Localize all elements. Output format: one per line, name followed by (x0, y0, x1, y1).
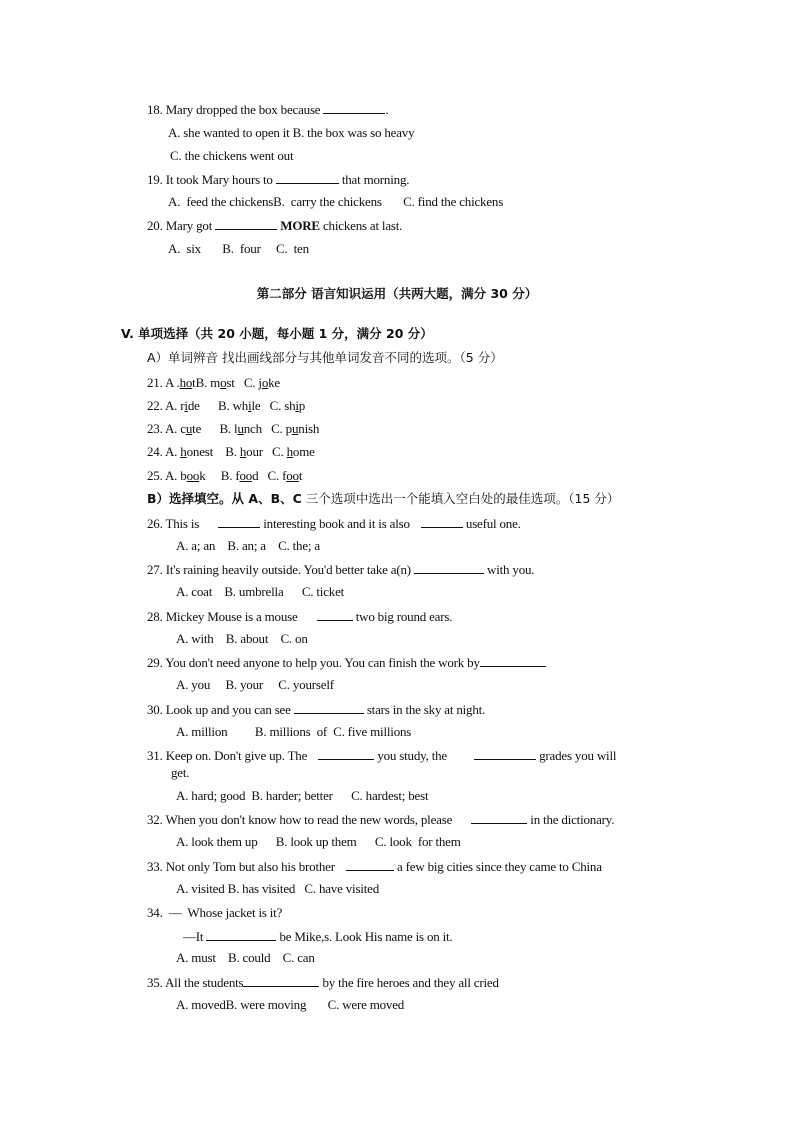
answer-blank (414, 561, 484, 574)
q24-num: 24. A. (147, 444, 181, 459)
q23-num: 23. A. c (147, 421, 186, 436)
q24-c: C. (272, 444, 287, 459)
q34-text-c: be Mike,s. Look His name is on it. (279, 929, 453, 944)
q19-end: that morning. (341, 172, 410, 187)
q32-text-a: 32. When you don't know how to read the new words, please (147, 812, 453, 827)
question-21 (147, 375, 280, 391)
q22-c-rest: p (298, 398, 306, 413)
part-2-title: 第二部分 语言知识运用（共两大题，满分 30 分） (256, 286, 538, 301)
q21-c-rest: ke (268, 375, 280, 390)
q21-c: C. j (243, 375, 262, 390)
q24-a-rest: onest (186, 444, 214, 459)
question-28-stem (147, 608, 452, 625)
question-34-options: A. must B. could C. can (176, 950, 315, 965)
question-26-stem (147, 515, 521, 532)
q26-text-a: 26. This is (147, 516, 200, 531)
q25-num: 25. A. b (147, 468, 187, 483)
answer-blank (471, 811, 527, 824)
question-30-options: A. million B. millions of C. five millions (176, 724, 412, 739)
answer-blank (318, 747, 374, 760)
question-18-option-c: C. the chickens went out (170, 148, 294, 163)
q22-a-rest: de (187, 398, 200, 413)
answer-blank (294, 701, 364, 714)
q22-b-rest: le (251, 398, 261, 413)
q33-text-c: a few big cities since they came to China (397, 859, 602, 874)
answer-blank (218, 515, 260, 528)
q23-c-underlined: u (291, 421, 299, 436)
q21-b-underlined: o (220, 375, 227, 390)
answer-blank (480, 654, 546, 667)
q25-c: C. f (267, 468, 287, 483)
question-18-options-ab: A. she wanted to open it B. the box was so heavy (168, 125, 415, 140)
q26-text-b: interesting book and it is also (263, 516, 410, 531)
q32-text-c: in the dictionary. (530, 812, 615, 827)
q23-b-underlined: u (237, 421, 244, 436)
sub-b-abc: A、B、C (248, 491, 302, 506)
q28-text-c: two big round ears. (355, 609, 453, 624)
answer-blank (323, 101, 385, 114)
q30-text-a: 30. Look up and you can see (147, 702, 291, 717)
q25-b-rest: d (252, 468, 259, 483)
question-22 (147, 398, 305, 414)
question-34-stem: 34. — Whose jacket is it? (147, 905, 283, 920)
q25-b-underlined: oo (239, 468, 253, 483)
q22-b: B. wh (218, 398, 249, 413)
sub-b-suffix: 三个选项中选出一个能填入空白处的最佳选项。（15 分） (301, 491, 620, 506)
q25-a-rest: k (199, 468, 206, 483)
question-33-options: A. visited B. has visited C. have visited (176, 881, 379, 896)
q24-c-underlined: h (286, 444, 293, 459)
q23-a-rest: te (192, 421, 202, 436)
question-32-options: A. look them up B. look up them C. look for them (176, 834, 461, 849)
question-20-stem (147, 217, 402, 234)
q21-num: 21. A . (147, 375, 180, 390)
q21-a-rest: t (192, 375, 196, 390)
q21-a-underlined: ho (179, 375, 193, 390)
question-27-stem (147, 561, 534, 578)
q28-text-a: 28. Mickey Mouse is a mouse (147, 609, 298, 624)
q27-text-c: with you. (487, 562, 535, 577)
question-35-options: A. movedB. were moving C. were moved (176, 997, 405, 1012)
question-31-options: A. hard; good B. harder; better C. hardest; best (176, 788, 429, 803)
q31-text-c: grades you will (539, 748, 617, 763)
q23-a-underlined: u (185, 421, 193, 436)
q29-text-a: 29. You don't need anyone to help you. You can finish the work by (147, 655, 480, 670)
q20-text: 20. Mary got (147, 218, 213, 233)
q23-b-rest: nch (243, 421, 262, 436)
answer-blank (215, 217, 277, 230)
question-25 (147, 468, 302, 484)
q21-c-underlined: o (261, 375, 269, 390)
q35-text-c: by the fire heroes and they all cried (322, 975, 499, 990)
q26-text-c: useful one. (465, 516, 521, 531)
question-32-stem (147, 811, 614, 828)
question-31-stem-cont: get. (171, 765, 190, 780)
q24-b: B. (225, 444, 240, 459)
question-34-response (183, 928, 453, 945)
question-24 (147, 444, 315, 460)
question-30-stem (147, 701, 485, 718)
q23-c: C. p (271, 421, 292, 436)
question-20-options: A. six B. four C. ten (168, 241, 309, 256)
q23-c-rest: nish (298, 421, 320, 436)
sub-a-heading: A）单词辨音 找出画线部分与其他单词发音不同的选项。（5 分） (147, 350, 503, 365)
answer-blank (421, 515, 463, 528)
sub-b-heading (147, 491, 619, 507)
question-26-options: A. a; an B. an; a C. the; a (176, 538, 320, 553)
q27-text-a: 27. It's raining heavily outside. You'd better take a(n) (147, 562, 411, 577)
q22-c: C. sh (269, 398, 296, 413)
answer-blank (346, 858, 394, 871)
q18-text: 18. Mary dropped the box because (147, 102, 321, 117)
question-18-stem (147, 101, 389, 118)
q22-c-underlined: i (295, 398, 299, 413)
answer-blank (243, 974, 319, 987)
q35-text-a: 35. All the students (147, 975, 244, 990)
q24-b-underlined: h (239, 444, 247, 459)
q20-end: chickens at last. (322, 218, 403, 233)
question-33-stem (147, 858, 602, 875)
answer-blank (276, 171, 339, 184)
q24-c-rest: ome (292, 444, 315, 459)
answer-blank (206, 928, 276, 941)
q21-b-rest: st (226, 375, 235, 390)
answer-blank (474, 747, 536, 760)
q22-b-underlined: i (248, 398, 252, 413)
q18-end: . (385, 102, 389, 117)
q21-b: B. m (195, 375, 221, 390)
question-27-options: A. coat B. umbrella C. ticket (176, 584, 345, 599)
q33-text-a: 33. Not only Tom but also his brother (147, 859, 335, 874)
question-29-stem (147, 654, 546, 671)
q31-text-b: you study, the (377, 748, 447, 763)
q30-text-c: stars in the sky at night. (366, 702, 486, 717)
q22-num: 22. A. r (147, 398, 185, 413)
q25-c-underlined: oo (286, 468, 299, 483)
question-28-options: A. with B. about C. on (176, 631, 308, 646)
q25-c-rest: t (298, 468, 303, 483)
q31-text-a: 31. Keep on. Don't give up. The (147, 748, 308, 763)
q22-a-underlined: i (184, 398, 188, 413)
q20-bold-word: MORE (280, 218, 320, 233)
question-23 (147, 421, 319, 437)
q34-text-b: —It (183, 929, 204, 944)
question-29-options: A. you B. your C. yourself (176, 677, 334, 692)
answer-blank (317, 608, 353, 621)
question-35-stem (147, 974, 499, 991)
q23-b: B. l (219, 421, 238, 436)
q24-b-rest: our (246, 444, 263, 459)
question-31-stem (147, 747, 616, 764)
q25-a-underlined: oo (186, 468, 200, 483)
question-19-stem (147, 171, 409, 188)
q25-b: B. f (220, 468, 240, 483)
q19-text: 19. It took Mary hours to (147, 172, 273, 187)
sub-b-prefix: B）选择填空。从 (147, 491, 249, 506)
section-5-heading: V. 单项选择（共 20 小题，每小题 1 分，满分 20 分） (121, 326, 433, 341)
q24-a-underlined: h (180, 444, 187, 459)
question-19-options: A. feed the chickensB. carry the chickens C. find the chickens (168, 194, 504, 209)
